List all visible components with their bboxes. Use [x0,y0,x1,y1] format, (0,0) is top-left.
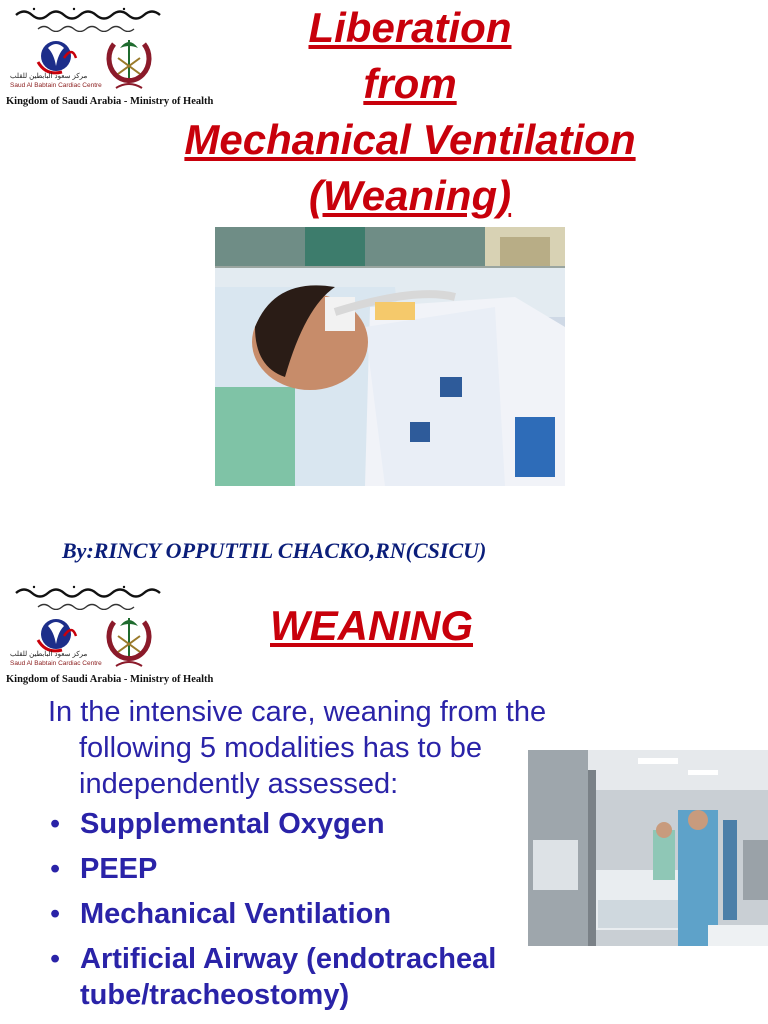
arabic-subheader-text [36,22,136,32]
bullet-icon: • [50,943,61,975]
slide-weaning [0,580,768,1024]
arabic-header-text [14,584,164,598]
arabic-subheader-text [36,600,136,610]
intro-paragraph [48,694,668,802]
bullet-icon: • [50,808,61,840]
ministry-emblem-icon [106,612,152,670]
intro-line-1: In the intensive care, weaning from the [48,696,547,728]
ministry-logo-2 [6,584,214,690]
list-item-text: Supplemental Oxygen [80,808,385,840]
hospital-english-name: Saud Al Babtain Cardiac Centre [10,660,102,667]
bullet-icon: • [50,898,61,930]
list-item-text: Artificial Airway (endotracheal tube/tracheostomy) [80,943,497,1011]
list-item [48,896,608,932]
hospital-arabic-name: مركز سعود البابطين للقلب [10,651,88,658]
modality-list [48,806,608,1022]
bullet-icon: • [50,853,61,885]
ministry-caption: Kingdom of Saudi Arabia - Ministry of Health [6,96,214,107]
ministry-emblem-icon [106,34,152,92]
intro-line-2: following 5 modalities has to be [79,732,483,764]
list-item [48,806,608,842]
slide-title-line-3: Mechanical Ventilation [184,116,636,163]
weaning-title: WEANING [270,602,473,649]
ventilated-child-photo [215,227,565,486]
ministry-caption: Kingdom of Saudi Arabia - Ministry of Health [6,674,214,685]
intro-line-3: independently assessed: [79,768,399,800]
author-line: By:RINCY OPPUTTIL CHACKO,RN(CSICU) [62,538,487,563]
list-item [48,851,608,887]
hospital-english-name: Saud Al Babtain Cardiac Centre [10,82,102,89]
slide-title-line-2: from [363,60,457,107]
slide-title-line-4: (Weaning) [308,172,512,219]
arabic-header-text [14,6,164,20]
hospital-arabic-name: مركز سعود البابطين للقلب [10,73,88,80]
ministry-logo [6,6,214,112]
slide-title-line-1: Liberation [308,4,512,51]
list-item-text: PEEP [80,853,158,885]
list-item-text: Mechanical Ventilation [80,898,392,930]
list-item [48,941,608,1013]
